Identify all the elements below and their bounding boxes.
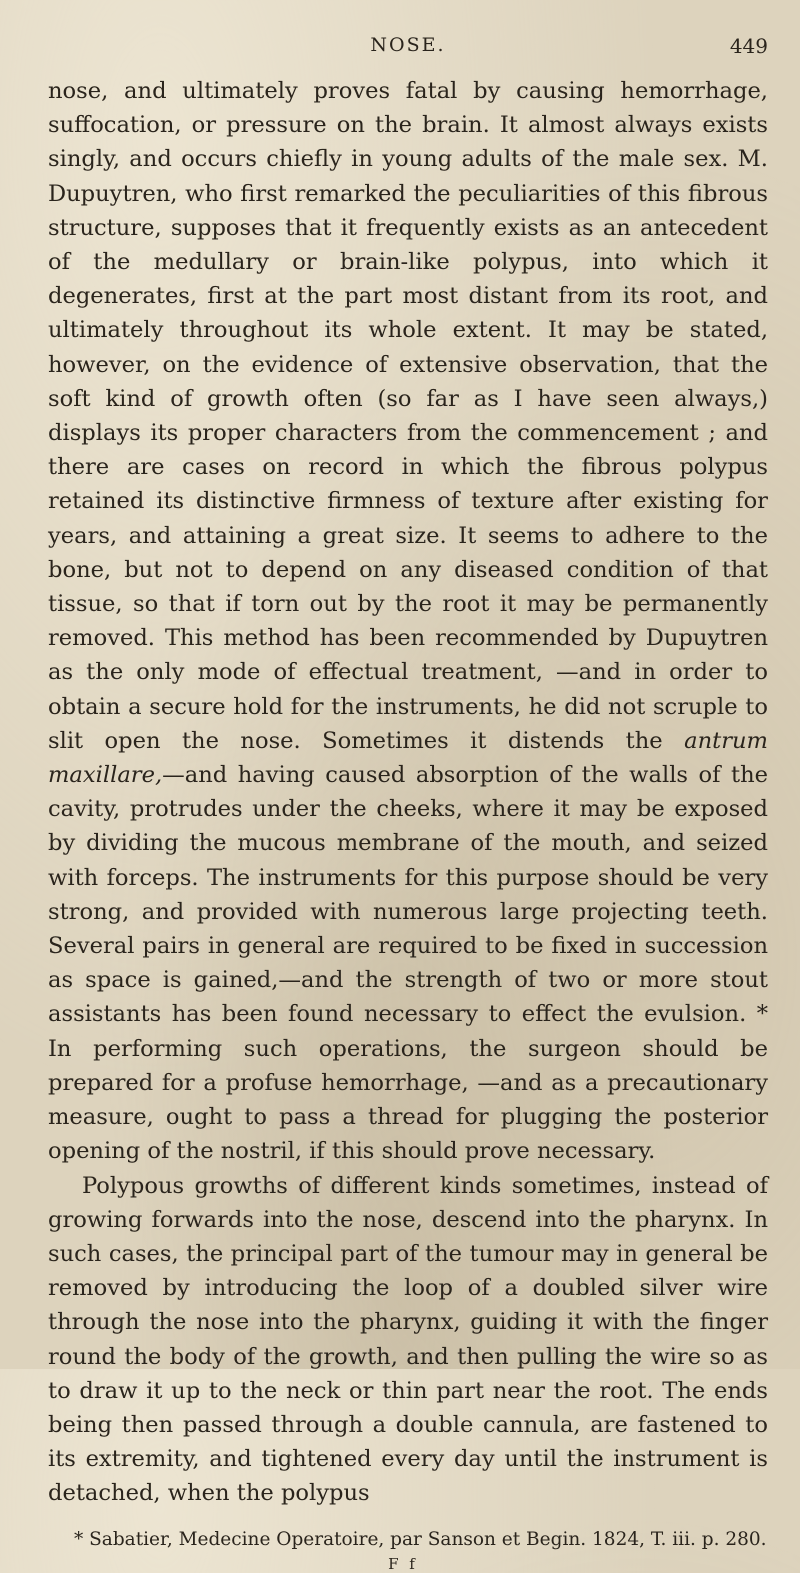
paragraph-2: [48, 1169, 768, 1511]
signature-mark: F f: [388, 1554, 418, 1573]
body-text: [48, 74, 768, 1511]
italic-term: antrum maxillare,: [48, 727, 768, 789]
book-page: [48, 34, 768, 1573]
footnote: * Sabatier, Medecine Operatoire, par Sanson et Begin. 1824, T. iii. p. 280.: [74, 1528, 767, 1550]
paragraph-text: Polypous growths of different kinds sometimes, instead of growing forwards into the nose, descend into the pharynx. In such cases, the principal part of the tumour may in general be removed by introducing the loop of a doubled silver wire through the nose into the pharynx, guiding it with the finger round the body of the growth, and then pulling the wire so as to draw it up to the neck or thin part near the root. The ends being then passed through a double cannula, are fastened to its extremity, and tightened every day until the instrument is detached, when the polypus: [48, 1172, 768, 1507]
running-head: [48, 34, 768, 74]
paragraph-1: [48, 74, 768, 1169]
page-number: 449: [729, 34, 768, 58]
paragraph-text: —and having caused absorption of the walls of the cavity, protrudes under the cheeks, where it may be exposed by dividing the mucous membrane of the mouth, and seized with forceps. The instruments for this purpose should be very strong, and provided with numerous large projecting teeth. Several pairs in general are required to be fixed in succession as space is gained,—and the strength of two or more stout assistants has been found necessary to effect the evulsion. * In performing such operations, the surgeon should be prepared for a profuse hemorrhage, —and as a precautionary measure, ought to pass a thread for plugging the posterior opening of the nostril, if this should prove necessary.: [48, 762, 768, 1165]
running-head-title: NOSE.: [370, 34, 446, 56]
paragraph-text: nose, and ultimately proves fatal by causing hemorrhage, suffocation, or pressure on the brain. It almost always exists singly, and occurs chiefly in young adults of the male sex. M. Dupuytren, who first remarked the peculiarities of this fibrous structure, supposes that it frequently exists as an antecedent of the medullary or brain-like polypus, into which it degenerates, first at the part most distant from its root, and ultimately throughout its whole extent. It may be stated, however, on the evidence of extensive observation, that the soft kind of growth often (so far as I have seen always,) displays its proper characters from the commencement ; and there are cases on record in which the fibrous polypus retained its distinctive firmness of texture after existing for years, and attaining a great size. It seems to adhere to the bone, but not to depend on any diseased condition of that tissue, so that if torn out by the root it may be permanently removed. This method has been recommended by Dupuytren as the only mode of effectual treatment, —and in order to obtain a secure hold for the instruments, he did not scruple to slit open the nose. Sometimes it distends the: [48, 78, 768, 754]
